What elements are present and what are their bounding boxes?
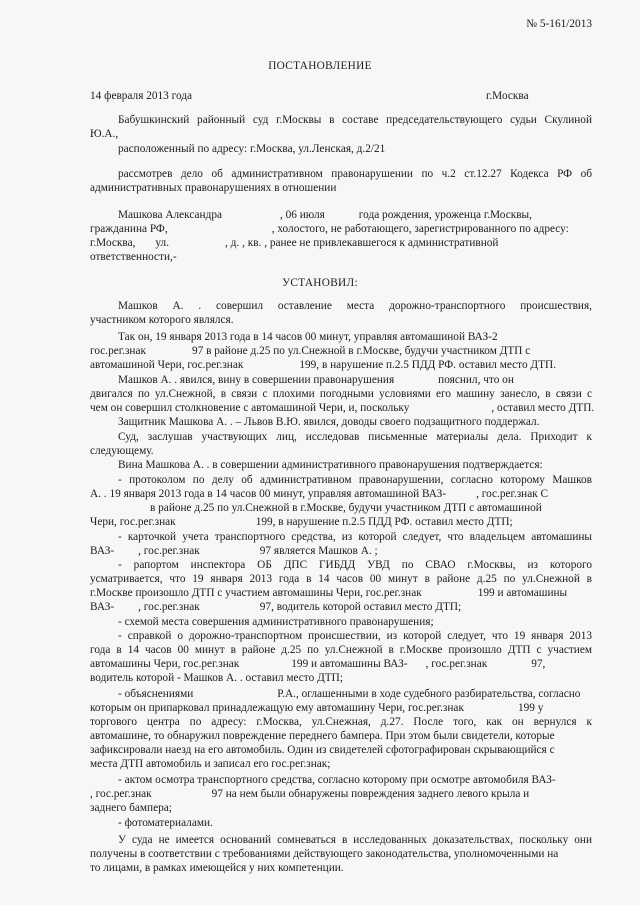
text-line: автомашиной Чери, гос.рег.знак 199, в нарушение п.2.5 ПДД РФ. оставил место ДТП.	[90, 359, 557, 371]
text-line: участником которого являлся.	[90, 314, 234, 326]
text-line: гражданина РФ, , холостого, не работающего, зарегистрированного по адресу:	[90, 223, 569, 235]
text-line: Суд, заслушав участвующих лиц, исследовав письменные материалы дела. Приходит к	[118, 431, 592, 443]
section-heading: УСТАНОВИЛ:	[282, 277, 358, 289]
text-line: водитель которой - Машков А. . оставил место ДТП;	[90, 672, 343, 684]
text-line: - фотоматериалами.	[118, 817, 213, 829]
text-line: , гос.рег.знак 97 на нем были обнаружены повреждения заднего левого крыла и	[90, 788, 530, 800]
text-line: рассмотрев дело об административном правонарушении по ч.2 ст.12.27 Кодекса РФ об	[118, 168, 592, 180]
text-line: У суда не имеется оснований сомневаться в исследованных доказательствах, поскольку они	[118, 834, 592, 846]
text-line: получены в соответствии с требованиями действующего законодательства, уполномоченными на	[90, 848, 559, 860]
text-line: Ю.А.,	[90, 128, 119, 140]
text-line: - протоколом по делу об административном правонарушении, согласно которому Машков	[118, 474, 592, 486]
text-line: Защитник Машкова А. . – Львов В.Ю. явился, доводы своего подзащитного поддержал.	[118, 416, 540, 428]
text-line: ответственности,-	[90, 251, 177, 263]
text-line: административных правонарушениях в отношении	[90, 182, 337, 194]
text-line: автомашине, то обнаружил повреждение переднего бампера. При этом были свидетели, которые	[90, 730, 555, 742]
document-date: 14 февраля 2013 года	[90, 90, 193, 102]
text-line: Машкова Александра , 06 июля года рождения, уроженца г.Москвы,	[118, 209, 532, 221]
text-line: - рапортом инспектора ОБ ДПС ГИБДД УВД по СВАО г.Москвы, из которого	[118, 559, 592, 571]
text-line: зафиксировали наезд на его автомобиль. Один из свидетелей сфотографирован скрывающийся с	[90, 744, 555, 756]
text-line: автомашины Чери, гос.рег.знак 199 и автомашины ВАЗ- , гос.рег.знак 97,	[90, 658, 546, 670]
text-line: расположенный по адресу: г.Москва, ул.Ленская, д.2/21	[118, 143, 386, 155]
text-line: года в 14 часов 00 минут в районе д.25 по ул.Снежной в г.Москве произошло ДТП с участием	[90, 644, 592, 656]
text-line: гос.рег.знак 97 в районе д.25 по ул.Снежной в г.Москве, будучи участником ДТП с	[90, 345, 531, 357]
text-line: Чери, гос.рег.знак 199, в нарушение п.2.5 ПДД РФ. оставил место ДТП;	[90, 516, 513, 528]
text-line: которым он припарковал принадлежащую ему автомашину Чери, гос.рег.знак 199 у	[90, 702, 544, 714]
text-line: г.Москве произошло ДТП с участием автомашины Чери, гос.рег.знак 199 и автомашины	[90, 587, 568, 599]
text-line: то лицами, в рамках имеющейся у них компетенции.	[90, 862, 344, 874]
text-line: ВАЗ- , гос.рег.знак 97, водитель которой оставил место ДТП;	[90, 601, 462, 613]
text-line: Бабушкинский районный суд г.Москвы в составе председательствующего судьи Скулиной	[118, 114, 592, 126]
text-line: - справкой о дорожно-транспортном происшествии, из которой следует, что 19 января 2013	[118, 630, 592, 642]
text-line: - объяснениями Р.А., оглашенными в ходе судебного разбирательства, согласно	[118, 688, 581, 700]
text-line: в районе д.25 по ул.Снежной в г.Москве, будучи участником ДТП с автомашиной	[150, 502, 542, 514]
text-line: следующему.	[90, 445, 154, 457]
case-number: № 5-161/2013	[526, 18, 592, 30]
text-line: заднего бампера;	[90, 802, 172, 814]
text-line: торгового центра по адресу: г.Москва, ул.Снежная, д.27. После того, как он вернулся к	[90, 716, 592, 728]
document-city: г.Москва	[486, 90, 529, 102]
text-line: Так он, 19 января 2013 года в 14 часов 00 минут, управляя автомашиной ВАЗ-2	[118, 331, 498, 343]
text-line: усматривается, что 19 января 2013 года в 14 часов 00 минут в районе д.25 по ул.Снежной в	[90, 573, 592, 585]
text-line: А. . 19 января 2013 года в 14 часов 00 минут, управляя автомашиной ВАЗ- , гос.рег.знак С	[90, 488, 549, 500]
text-line: ВАЗ- , гос.рег.знак 97 является Машков А. ;	[90, 545, 378, 557]
text-line: чем он совершил столкновение с автомашиной Чери, и, поскольку , оставил место ДТП.	[90, 402, 595, 414]
text-line: места ДТП автомобиль и записал его гос.рег.знак;	[90, 758, 331, 770]
text-line: Машков А. . совершил оставление места дорожно-транспортного происшествия,	[118, 300, 592, 312]
text-line: двигался по ул.Снежной, в связи с плохими погодными условиями его машину занесло, в связи с	[90, 388, 592, 400]
text-line: - карточкой учета транспортного средства, из которой следует, что владельцем автомашины	[118, 531, 592, 543]
text-line: Машков А. . явился, вину в совершении правонарушения пояснил, что он	[118, 374, 514, 386]
text-line: Вина Машкова А. . в совершении административного правонарушения подтверждается:	[118, 459, 543, 471]
document-title: ПОСТАНОВЛЕНИЕ	[268, 60, 372, 72]
text-line: - схемой места совершения административного правонарушения;	[118, 616, 434, 628]
text-line: г.Москва, ул. , д. , кв. , ранее не привлекавшегося к административной	[90, 237, 499, 249]
text-line: - актом осмотра транспортного средства, согласно которому при осмотре автомобиля ВАЗ-	[118, 774, 556, 786]
